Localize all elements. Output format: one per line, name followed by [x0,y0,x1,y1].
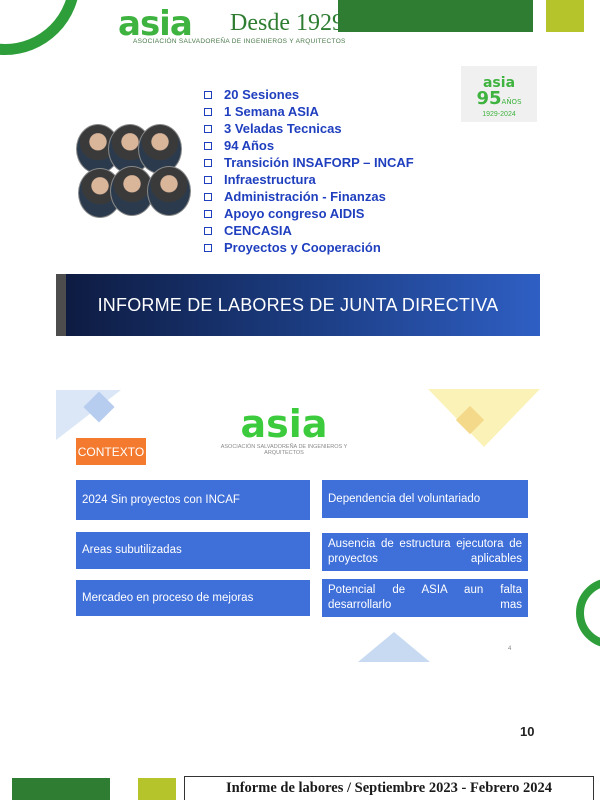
list-item-label: Administración - Finanzas [224,189,386,204]
banner-side-tab [56,274,66,336]
list-item-label: 3 Veladas Tecnicas [224,121,342,136]
section-banner [56,274,540,336]
blue-mountain-decoration [358,632,430,662]
checkbox-square-icon [204,210,212,218]
anniversary-logo-word: asia [482,75,516,91]
footer-green-bar [12,778,110,800]
board-member-photo [147,166,191,216]
small-mark: 4 [508,646,512,652]
checkbox-square-icon [204,244,212,252]
context-item: Dependencia del voluntariado [322,480,528,518]
banner-title: INFORME DE LABORES DE JUNTA DIRECTIVA [97,294,499,315]
list-item [204,188,414,205]
header-lime-bar [546,0,584,32]
list-item-label: Proyectos y Cooperación [224,240,381,255]
checkbox-square-icon [204,142,212,150]
asia-logo-since: Desde 1929 [230,10,344,36]
footer-title: Informe de labores / Septiembre 2023 - Febrero 2024 [226,780,552,796]
list-item [204,205,414,222]
yellow-triangle-decoration [428,389,540,447]
asia-logo-subtitle: ASOCIACIÓN SALVADOREÑA DE INGENIEROS Y ARQUITECTOS [220,444,348,456]
anniversary-logo [461,66,537,122]
list-item-label: Infraestructura [224,172,316,187]
list-item [204,86,414,103]
checkbox-square-icon [204,91,212,99]
context-item: Mercadeo en proceso de mejoras [76,580,310,616]
anniversary-logo-number: 95AÑOS [476,88,522,109]
checkbox-square-icon [204,159,212,167]
checkbox-square-icon [204,108,212,116]
asia-logo-word: asia [240,402,328,446]
header-green-bar [338,0,533,32]
context-item: 2024 Sin proyectos con INCAF [76,480,310,520]
page-number: 10 [520,724,535,739]
list-item [204,239,414,256]
checkbox-square-icon [204,193,212,201]
list-item [204,120,414,137]
highlights-list [204,86,414,256]
green-arc-decoration [0,0,80,55]
footer-title-box [184,776,594,800]
list-item-label: 20 Sesiones [224,87,300,102]
checkbox-square-icon [204,176,212,184]
checkbox-square-icon [204,125,212,133]
context-item: Potencial de ASIA aun falta desarrollarlo mas [322,579,528,617]
list-item [204,171,414,188]
list-item [204,137,414,154]
context-label: CONTEXTO [76,438,146,465]
list-item-label: 1 Semana ASIA [224,104,319,119]
list-item [204,103,414,120]
context-item: Areas subutilizadas [76,532,310,569]
asia-logo [214,404,354,456]
context-item: Ausencia de estructura ejecutora de proyectos aplicables [322,533,528,571]
asia-logo-word: asia [118,4,192,44]
list-item-label: Apoyo congreso AIDIS [224,206,365,221]
footer-lime-bar [138,778,176,800]
list-item-label: CENCASIA [224,223,292,238]
list-item-label: Transición INSAFORP – INCAF [224,155,414,170]
green-arc-decoration [576,578,600,648]
list-item [204,222,414,239]
blue-triangle-decoration [56,390,121,440]
list-item [204,154,414,171]
anniversary-logo-years: 1929-2024 [482,111,516,118]
asia-logo-subtitle: ASOCIACIÓN SALVADOREÑA DE INGENIEROS Y ARQUITECTOS [133,38,346,45]
list-item-label: 94 Años [224,138,275,153]
checkbox-square-icon [204,227,212,235]
